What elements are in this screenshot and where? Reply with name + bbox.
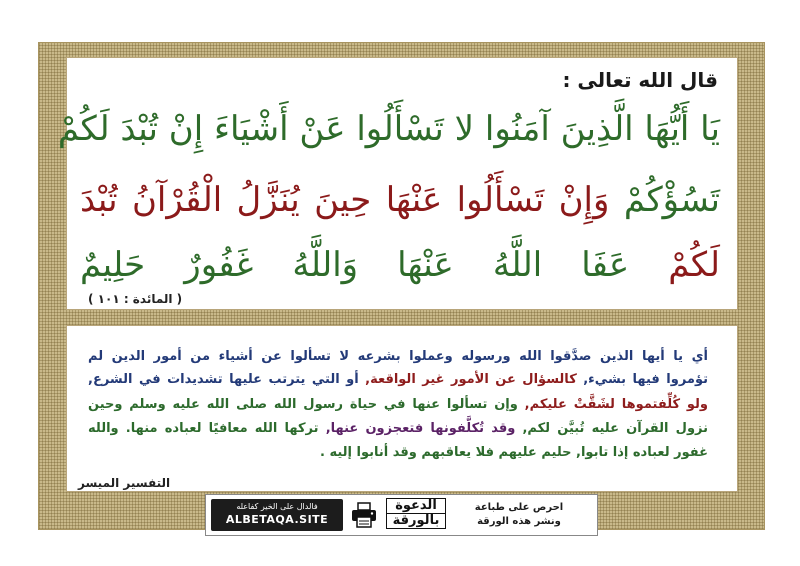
verse-segment: وَإِنْ تَسْأَلُوا عَنْهَا حِينَ يُنَزَّلُ الْقُرْآنُ تُبْدَ xyxy=(80,180,610,220)
verse-reference: ( المائدة : ١٠١ ) xyxy=(88,292,183,306)
verse-segment: يَا أَيُّهَا الَّذِينَ آمَنُوا لا تَسْأَلُوا عَنْ أَشْيَاءَ إِنْ تُبْدَ لَكُمْ xyxy=(57,109,720,149)
verse-line-1 xyxy=(57,109,720,149)
tafsir-line-2 xyxy=(88,373,708,386)
tafsir-segment: ولو كُلِّفتموها لشَقَّتْ عليكم, xyxy=(517,397,709,412)
logo-line-2: بالورقة xyxy=(386,514,446,529)
site-badge[interactable] xyxy=(211,499,343,531)
verse-line-2 xyxy=(80,180,721,220)
tafsir-segment: تركها الله معافيًا لعباده منها. والله xyxy=(88,421,326,436)
printer-icon xyxy=(349,500,379,530)
tafsir-line-5: غفور لعباده إذا تابوا, حليم عليهم فلا يعاقبهم وقد أنابوا إليه . xyxy=(320,445,708,460)
tafsir-segment: نزول القرآن عليه تُبيَّن لكم, xyxy=(515,421,709,436)
verse-segment: عَفَا اللَّهُ عَنْهَا وَاللَّهُ غَفُورٌ حَلِيمٌ xyxy=(80,245,630,285)
site-url: ALBETAQA.SITE xyxy=(225,513,329,526)
verse-intro: قال الله تعالى : xyxy=(562,68,718,92)
verse-segment: لَكُمْ xyxy=(629,245,720,285)
verse-segment: تَسُؤْكُمْ xyxy=(609,180,721,220)
verse-line-3 xyxy=(80,245,720,285)
site-slogan: فالدال على الخير كفاعله xyxy=(236,502,318,511)
tafsir-line-3 xyxy=(88,398,708,411)
footer-banner xyxy=(205,494,598,536)
logo xyxy=(386,498,446,532)
logo-line-1: الدعوة xyxy=(386,498,446,514)
tafsir-segment: وقد تُكلَّفونها فتعجزون عنها, xyxy=(325,421,516,436)
tafsir-source: التفسير الميسر xyxy=(78,476,171,490)
print-encouragement xyxy=(449,501,589,529)
tafsir-line-4 xyxy=(88,422,708,435)
tafsir-segment: كالسؤال عن الأمور غير الواقعة, xyxy=(365,372,577,387)
print-encouragement-line-1: احرص على طباعة xyxy=(474,502,564,513)
tafsir-line-1: أي يا أيها الذين صدَّقوا الله ورسوله وعملوا بشرعه لا تسألوا عن أشياء من أمور الدين لم xyxy=(88,349,708,364)
print-encouragement-line-2: ونشر هذه الورقة xyxy=(477,516,561,527)
tafsir-segment: تؤمروا فيها بشيء, xyxy=(576,372,708,387)
tafsir-segment: أو التي يترتب عليها تشديدات في الشرع, xyxy=(88,372,366,387)
tafsir-segment: وإن تسألوا عنها في حياة رسول الله صلى الله عليه وسلم وحين xyxy=(88,397,518,412)
